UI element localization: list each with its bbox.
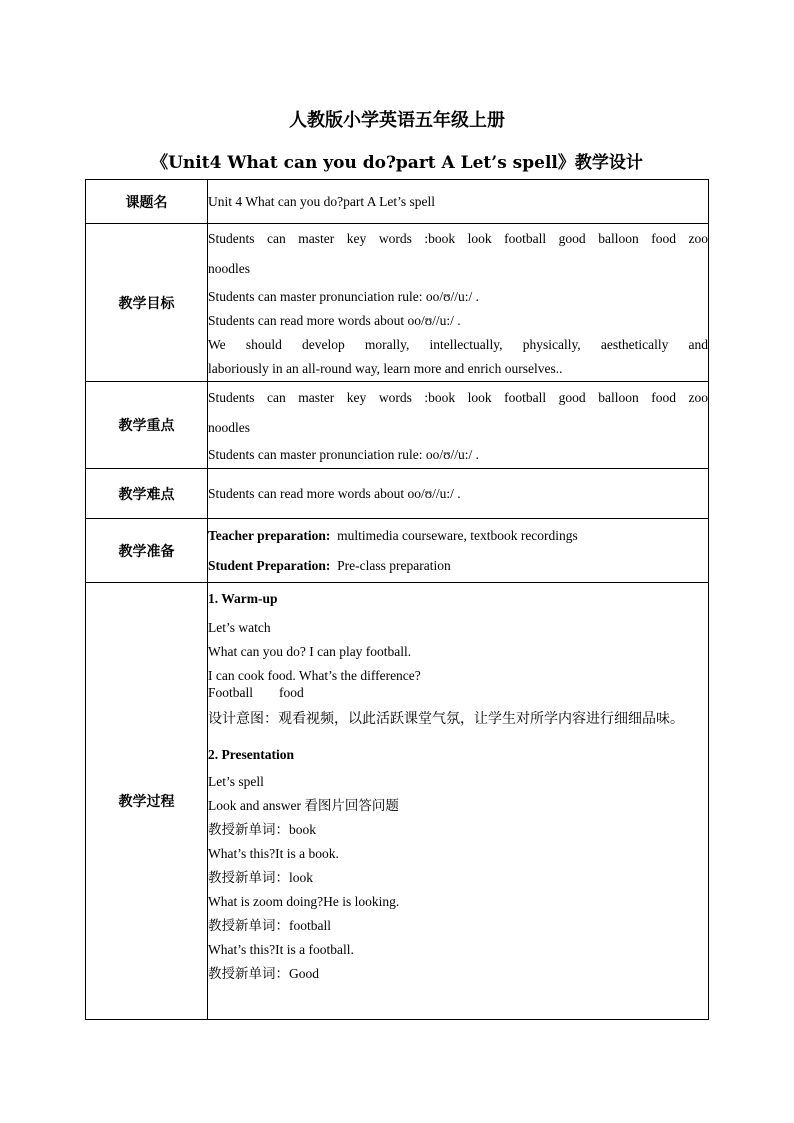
- word-food: food: [279, 685, 304, 700]
- process-label: 教学过程: [86, 583, 208, 1020]
- new-word-label: 教授新单词：: [208, 870, 289, 886]
- student-preparation-line: [208, 551, 708, 581]
- key-points-content: [208, 382, 709, 469]
- table-row-preparation: [86, 519, 709, 583]
- document-subtitle: 《Unit4 What can you do?part A Let’s spell》教学设计: [151, 153, 643, 173]
- design-intent-text: 设计意图：观看视频，以此活跃课堂气氛，让学生对所学内容进行细细品味。: [208, 711, 684, 727]
- table-row-objectives: [86, 224, 709, 382]
- objectives-content: [208, 224, 709, 382]
- process-line: What can you do? I can play football.: [208, 644, 412, 659]
- new-word: look: [289, 870, 314, 885]
- key-points-label: 教学重点: [86, 382, 208, 469]
- student-preparation-value: Pre-class preparation: [337, 557, 451, 573]
- topic-text: Unit 4 What can you do?part A Let’s spell: [208, 193, 435, 209]
- objectives-line-5: We should develop morally, intellectually, physically, aesthetically and: [208, 337, 708, 352]
- new-word-label: 教授新单词：: [208, 918, 289, 934]
- new-word: book: [289, 822, 316, 837]
- new-word-label: 教授新单词：: [208, 822, 289, 838]
- table-row-difficulties: [86, 469, 709, 519]
- process-line: [208, 685, 708, 700]
- objectives-line-1: Students can master key words :book look football good balloon food zoo: [208, 231, 708, 246]
- student-preparation-label: Student Preparation:: [208, 557, 331, 573]
- presentation-heading: 2. Presentation: [208, 747, 294, 762]
- process-line: Let’s watch: [208, 620, 271, 635]
- key-points-line-3: Students can master pronunciation rule: oo/ʊ//u:/ .: [208, 447, 479, 462]
- process-content: [208, 583, 709, 1020]
- topic-label: 课题名: [86, 180, 208, 224]
- look-and-answer: Look and answer: [208, 798, 301, 813]
- process-line: What’s this?It is a football.: [208, 942, 354, 957]
- objectives-line-3: Students can master pronunciation rule: oo/ʊ//u:/ .: [208, 289, 479, 304]
- process-line: [208, 794, 708, 818]
- process-line: [208, 818, 708, 842]
- process-line: Let’s spell: [208, 774, 264, 789]
- new-word: football: [289, 918, 331, 933]
- word-football: Football: [208, 685, 254, 700]
- difficulties-label: 教学难点: [86, 469, 208, 519]
- warm-up-heading: 1. Warm-up: [208, 591, 278, 606]
- preparation-content: [208, 519, 709, 583]
- objectives-line-4: Students can read more words about oo/ʊ//u:/ .: [208, 313, 461, 328]
- look-and-answer-cn: 看图片回答问题: [304, 798, 399, 814]
- key-points-line-1: Students can master key words :book look football good balloon food zoo: [208, 390, 708, 405]
- document-title: 人教版小学英语五年级上册: [289, 110, 505, 131]
- process-line: [208, 914, 708, 938]
- process-line: [208, 962, 708, 986]
- teacher-preparation-value: multimedia courseware, textbook recordings: [337, 527, 578, 543]
- preparation-label: 教学准备: [86, 519, 208, 583]
- new-word: Good: [289, 966, 319, 981]
- lesson-plan-table: [85, 179, 709, 1020]
- teacher-preparation-line: [208, 521, 708, 551]
- topic-value: [208, 180, 709, 224]
- table-row-process: [86, 583, 709, 1020]
- process-line: I can cook food. What’s the difference?: [208, 668, 421, 683]
- table-row-key-points: [86, 382, 709, 469]
- teacher-preparation-label: Teacher preparation:: [208, 527, 331, 543]
- objectives-line-6: laboriously in an all-round way, learn more and enrich ourselves..: [208, 361, 563, 376]
- process-line: [208, 866, 708, 890]
- objectives-label: 教学目标: [86, 224, 208, 382]
- difficulties-content: [208, 469, 709, 519]
- table-row-topic: [86, 180, 709, 224]
- difficulties-line-1: Students can read more words about oo/ʊ//u:/ .: [208, 485, 461, 501]
- key-points-line-2: noodles: [208, 420, 250, 435]
- objectives-line-2: noodles: [208, 261, 250, 276]
- new-word-label: 教授新单词：: [208, 966, 289, 982]
- process-line: What is zoom doing?He is looking.: [208, 894, 400, 909]
- process-line: What’s this?It is a book.: [208, 846, 339, 861]
